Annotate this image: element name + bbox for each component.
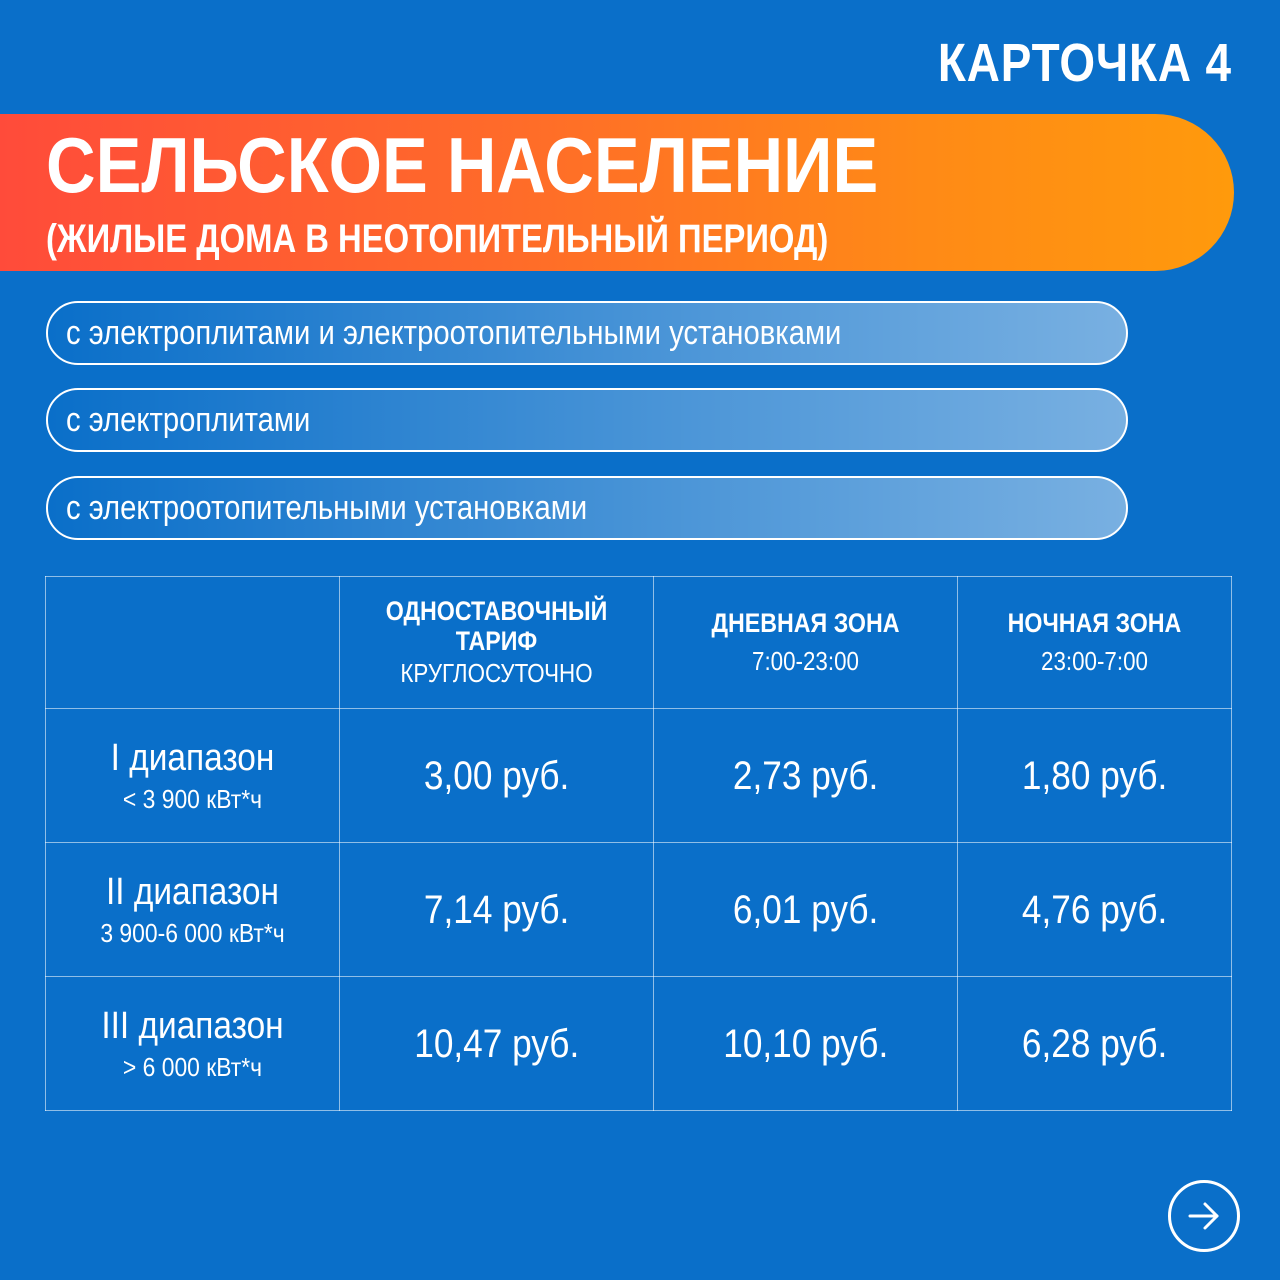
header-title: НОЧНАЯ ЗОНА xyxy=(1007,607,1182,638)
price-day xyxy=(654,977,958,1111)
page-title: СЕЛЬСКОЕ НАСЕЛЕНИЕ xyxy=(46,121,879,209)
header-time: 7:00-23:00 xyxy=(752,645,859,676)
header-title: ДНЕВНАЯ ЗОНА xyxy=(711,607,900,638)
range-name: II диапазон xyxy=(105,870,280,913)
header-day-zone xyxy=(654,577,958,709)
price-single xyxy=(340,843,654,977)
category-pill-label: с электроотопительными установками xyxy=(66,489,588,527)
category-pill-label: с электроплитами xyxy=(66,401,311,439)
price-day xyxy=(654,843,958,977)
price-value: 3,00 руб. xyxy=(423,753,570,798)
range-limit: 3 900-6 000 кВт*ч xyxy=(100,917,285,948)
price-value: 1,80 руб. xyxy=(1021,753,1168,798)
range-cell xyxy=(46,977,340,1111)
price-night xyxy=(958,843,1232,977)
price-single xyxy=(340,709,654,843)
tariff-table xyxy=(45,576,1232,1111)
price-day xyxy=(654,709,958,843)
price-single xyxy=(340,977,654,1111)
category-pill-stoves-and-heating xyxy=(46,301,1128,365)
price-night xyxy=(958,709,1232,843)
price-value: 10,10 руб. xyxy=(722,1021,888,1066)
table-corner-cell xyxy=(46,577,340,709)
header-time: КРУГЛОСУТОЧНО xyxy=(400,657,593,688)
range-limit: > 6 000 кВт*ч xyxy=(122,1051,263,1082)
price-value: 6,28 руб. xyxy=(1021,1021,1168,1066)
category-pill-heating xyxy=(46,476,1128,540)
header-time: 23:00-7:00 xyxy=(1041,645,1148,676)
header-title: ОДНОСТАВОЧНЫЙ ТАРИФ xyxy=(385,595,608,656)
price-value: 6,01 руб. xyxy=(732,887,879,932)
next-button[interactable] xyxy=(1168,1180,1240,1252)
range-name: III диапазон xyxy=(101,1004,284,1047)
table-row xyxy=(46,843,1232,977)
arrow-right-icon xyxy=(1184,1196,1224,1236)
table-row xyxy=(46,977,1232,1111)
header-night-zone xyxy=(958,577,1232,709)
table-header-row xyxy=(46,577,1232,709)
card-label: КАРТОЧКА 4 xyxy=(938,33,1232,93)
category-pill-label: с электроплитами и электроотопительными установками xyxy=(66,314,842,352)
price-value: 2,73 руб. xyxy=(732,753,879,798)
header-single-rate xyxy=(340,577,654,709)
range-cell xyxy=(46,709,340,843)
price-value: 10,47 руб. xyxy=(413,1021,579,1066)
range-name: I диапазон xyxy=(110,736,275,779)
range-limit: < 3 900 кВт*ч xyxy=(122,783,263,814)
table-row xyxy=(46,709,1232,843)
price-value: 7,14 руб. xyxy=(423,887,570,932)
category-pill-stoves xyxy=(46,388,1128,452)
price-value: 4,76 руб. xyxy=(1021,887,1168,932)
range-cell xyxy=(46,843,340,977)
page-subtitle: (ЖИЛЫЕ ДОМА В НЕОТОПИТЕЛЬНЫЙ ПЕРИОД) xyxy=(46,217,829,261)
price-night xyxy=(958,977,1232,1111)
